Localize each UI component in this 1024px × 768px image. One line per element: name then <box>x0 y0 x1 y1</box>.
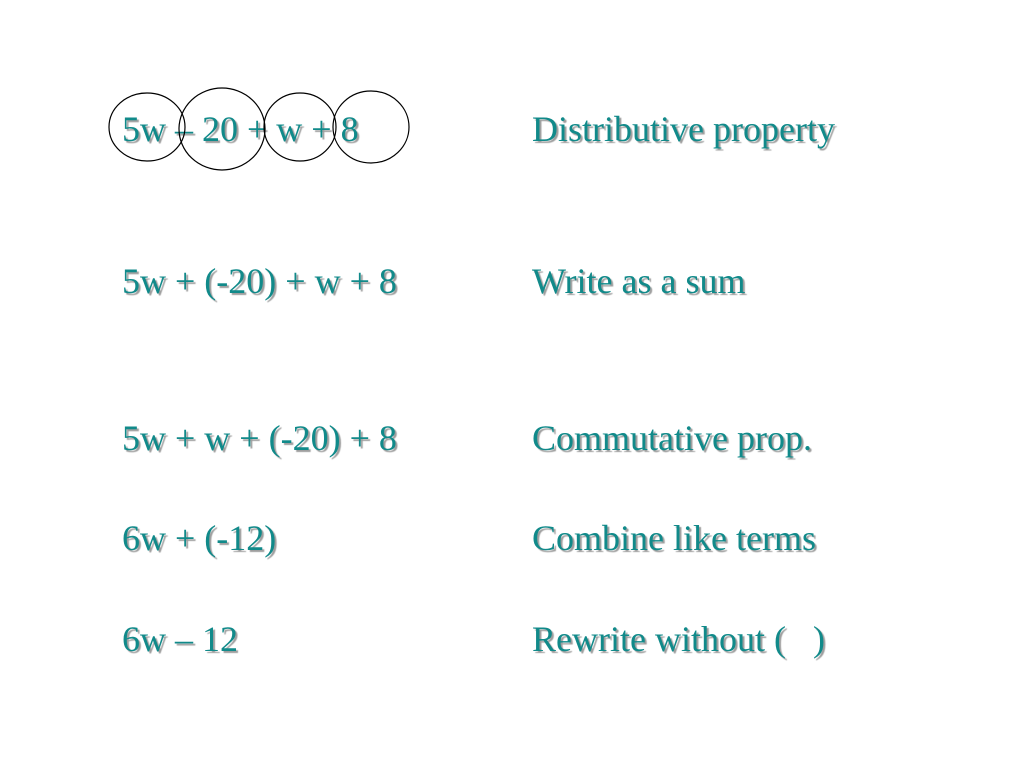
step-3-expression: 5w + w + (-20) + 8 <box>122 418 397 458</box>
step-5-expression: 6w – 12 <box>122 619 238 659</box>
step-row-4 <box>0 513 1024 563</box>
step-row-5 <box>0 614 1024 664</box>
step-1-reason: Distributive property <box>532 109 835 149</box>
step-1-expression: 5w – 20 + w + 8 <box>122 109 359 149</box>
step-4-expression: 6w + (-12) <box>122 518 277 558</box>
step-row-1 <box>0 104 1024 154</box>
step-row-2 <box>0 256 1024 306</box>
step-row-3 <box>0 413 1024 463</box>
step-3-reason: Commutative prop. <box>532 418 812 458</box>
step-5-reason: Rewrite without ( ) <box>532 619 825 659</box>
step-2-expression: 5w + (-20) + w + 8 <box>122 261 397 301</box>
step-4-reason: Combine like terms <box>532 518 816 558</box>
step-2-reason: Write as a sum <box>532 261 746 301</box>
